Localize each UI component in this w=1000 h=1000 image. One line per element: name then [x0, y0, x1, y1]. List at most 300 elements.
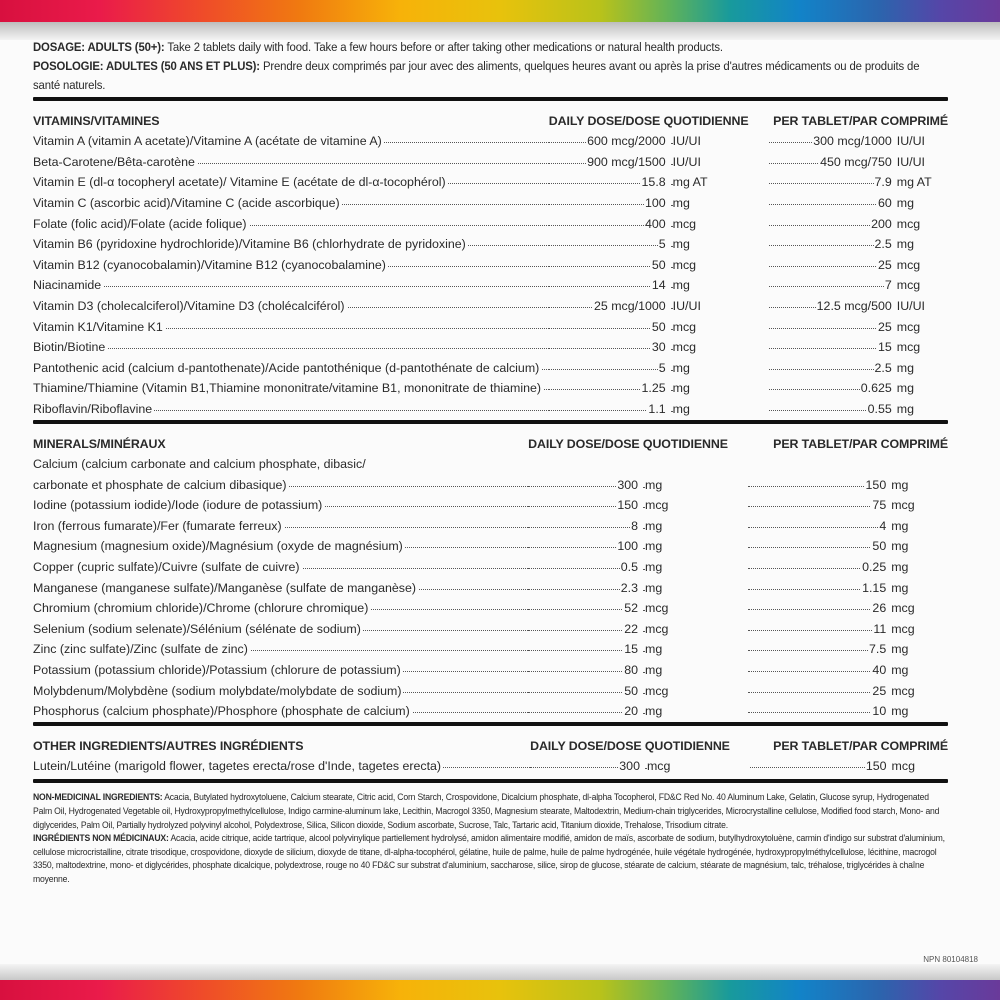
dot-leader [748, 546, 886, 548]
tablet-dose-value: 150 [865, 759, 887, 774]
daily-unit-cell [638, 471, 748, 492]
section-title: MINERALS/MINÉRAUX [33, 436, 166, 451]
divider [33, 420, 948, 424]
dot-leader [549, 347, 666, 349]
daily-unit-cell [638, 656, 748, 677]
ingredient-name-cell [33, 753, 530, 774]
other-ingredients-table [33, 732, 948, 773]
table-row [33, 231, 948, 252]
daily-dose-unit: IU/UI [672, 154, 701, 169]
column-header-tablet: PER TABLET/PAR COMPRIMÉ [773, 436, 948, 451]
daily-dose-cell [549, 354, 666, 375]
daily-dose-cell [549, 128, 666, 149]
tablet-dose-cell [748, 636, 886, 657]
daily-dose-cell [549, 313, 666, 334]
daily-unit-cell [666, 334, 769, 355]
daily-dose-unit: mcg [646, 759, 671, 774]
tablet-dose-cell [769, 148, 892, 169]
tablet-dose-cell [769, 395, 892, 416]
daily-unit-cell [666, 169, 769, 190]
column-header-tablet: PER TABLET/PAR COMPRIMÉ [773, 113, 948, 128]
daily-dose-value: 900 mcg/1500 [587, 154, 666, 169]
daily-dose-cell [549, 272, 666, 293]
tablet-unit-cell [892, 334, 948, 355]
tablet-dose-value: 0.625 [860, 381, 892, 396]
tablet-dose-value: 75 [872, 498, 887, 513]
daily-dose-value: 150 [617, 498, 639, 513]
ingredient-name: Vitamin B12 (cyanocobalamin)/Vitamine B12 (cyanocobalamine) [33, 257, 386, 272]
table-row [33, 553, 948, 574]
tablet-unit-cell [892, 272, 948, 293]
dot-leader [549, 244, 666, 246]
tablet-dose-cell [748, 595, 886, 616]
daily-unit-cell [638, 615, 748, 636]
table-row [33, 595, 948, 616]
ingredient-name-cell [33, 169, 549, 190]
dot-leader [748, 670, 886, 672]
ingredient-name: Calcium (calcium carbonate and calcium phosphate, dibasic/ [33, 457, 366, 472]
daily-dose-cell [528, 553, 638, 574]
daily-dose-value: 1.1 [648, 401, 666, 416]
ingredient-name: Phosphorus (calcium phosphate)/Phosphore (phosphate de calcium) [33, 704, 410, 719]
column-header-tablet: PER TABLET/PAR COMPRIMÉ [773, 738, 948, 753]
tablet-dose-value: 7.9 [874, 175, 892, 190]
ingredient-name-cell [33, 553, 528, 574]
rainbow-band-top [0, 0, 1000, 22]
daily-dose-cell [528, 615, 638, 636]
tablet-unit-cell [892, 128, 948, 149]
ingredient-name: Vitamin A (vitamin A acetate)/Vitamine A (acétate de vitamine A) [33, 134, 382, 149]
ingredient-name: carbonate et phosphate de calcium dibasique) [33, 477, 287, 492]
tablet-dose-value: 11 [873, 621, 887, 636]
ingredient-name-cell [33, 251, 549, 272]
daily-dose-unit: mg [645, 518, 663, 533]
ingredient-name: Iron (ferrous fumarate)/Fer (fumarate ferreux) [33, 518, 282, 533]
tablet-dose-value: 40 [872, 663, 887, 678]
ingredient-name: Niacinamide [33, 278, 102, 293]
daily-dose-unit: mcg [672, 340, 697, 355]
rainbow-band-bottom [0, 980, 1000, 1000]
tablet-unit-cell [892, 169, 948, 190]
daily-unit-cell [638, 636, 748, 657]
ingredient-name: Copper (cupric sulfate)/Cuivre (sulfate de cuivre) [33, 560, 300, 575]
table-row [33, 128, 948, 149]
tablet-dose-value: 0.25 [862, 560, 887, 575]
ingredient-name: Vitamin B6 (pyridoxine hydrochloride)/Vitamine B6 (chlorhydrate de pyridoxine) [33, 237, 466, 252]
daily-unit-cell [666, 210, 769, 231]
tablet-dose-value: 25 [877, 319, 892, 334]
label-panel [33, 38, 978, 964]
tablet-dose-value: 300 mcg/1000 [813, 134, 892, 149]
tablet-dose-value: 7 [884, 278, 892, 293]
daily-unit-cell [638, 677, 748, 698]
tablet-unit-cell [886, 677, 948, 698]
ingredient-name-cell [33, 292, 549, 313]
tablet-dose-cell [748, 698, 886, 719]
daily-dose-unit: mg [672, 360, 690, 375]
daily-dose-value: 52 [624, 601, 639, 616]
tablet-dose-unit: IU/UI [896, 298, 925, 313]
daily-unit-cell [638, 595, 748, 616]
daily-dose-value: 15 [624, 642, 639, 657]
ingredient-name-cell [33, 128, 549, 149]
dosage-en: DOSAGE: ADULTS (50+): Take 2 tablets daily with food. Take a few hours before or after taking other medications or natural health products. [33, 40, 723, 54]
daily-unit-cell [666, 272, 769, 293]
dot-leader [769, 285, 892, 287]
tablet-dose-unit: mcg [891, 601, 915, 616]
tablet-dose-unit: mg AT [896, 175, 932, 190]
tablet-dose-unit: mcg [896, 216, 921, 231]
ingredient-name-cell [33, 492, 528, 513]
tablet-dose-cell [748, 492, 886, 513]
minerals-table [33, 430, 948, 718]
daily-dose-value: 30 [651, 340, 666, 355]
daily-dose-cell [528, 533, 638, 554]
tablet-unit-cell [886, 492, 948, 513]
daily-dose-value: 0.5 [620, 560, 639, 575]
tablet-dose-cell [748, 553, 886, 574]
daily-unit-cell [666, 313, 769, 334]
tablet-unit-cell [892, 189, 948, 210]
tablet-unit-cell [892, 354, 948, 375]
daily-dose-cell [549, 292, 666, 313]
daily-dose-cell [528, 698, 638, 719]
daily-dose-value: 8 [631, 518, 639, 533]
ingredient-name: Potassium (potassium chloride)/Potassium (chlorure de potassium) [33, 663, 401, 678]
daily-dose-value: 5 [658, 360, 666, 375]
ingredient-name-cell [33, 698, 528, 719]
daily-dose-cell [549, 251, 666, 272]
table-row [33, 272, 948, 293]
daily-unit-cell [638, 553, 748, 574]
table-row [33, 512, 948, 533]
tablet-unit-cell [892, 251, 948, 272]
daily-dose-unit: mg [672, 237, 690, 252]
daily-unit-cell [640, 753, 750, 774]
dot-leader [549, 285, 666, 287]
ingredient-name-cell [33, 636, 528, 657]
tablet-dose-cell [769, 272, 892, 293]
tablet-dose-value: 2.5 [874, 237, 892, 252]
daily-unit-cell [666, 395, 769, 416]
tablet-unit-cell [886, 595, 948, 616]
tablet-dose-unit: mcg [891, 683, 915, 698]
tablet-dose-unit: mcg [896, 278, 921, 293]
tablet-dose-unit: mg [896, 195, 914, 210]
ingredient-name-cell [33, 395, 549, 416]
daily-dose-value: 14 [651, 278, 666, 293]
tablet-dose-value: 7.5 [868, 642, 887, 657]
daily-unit-cell [666, 375, 769, 396]
daily-dose-unit: mg [672, 381, 690, 396]
dot-leader [769, 347, 892, 349]
daily-dose-unit: mg [645, 663, 663, 678]
daily-dose-value: 300 [617, 477, 639, 492]
table-row [33, 313, 948, 334]
tablet-dose-unit: mcg [891, 498, 915, 513]
tablet-dose-unit: IU/UI [896, 134, 925, 149]
daily-dose-cell [528, 636, 638, 657]
daily-dose-unit: mg [645, 642, 663, 657]
daily-dose-cell [528, 595, 638, 616]
tablet-dose-value: 25 [872, 683, 887, 698]
daily-unit-cell [666, 189, 769, 210]
tablet-unit-cell [886, 698, 948, 719]
daily-dose-unit: mcg [645, 498, 669, 513]
table-row [33, 451, 948, 472]
tablet-unit-cell [887, 753, 948, 774]
tablet-dose-cell [769, 334, 892, 355]
dot-leader [769, 203, 892, 205]
daily-dose-value: 50 [651, 257, 666, 272]
daily-dose-cell [549, 169, 666, 190]
tablet-dose-unit: mg [891, 539, 909, 554]
tablet-unit-cell [886, 615, 948, 636]
npn-number: NPN 80104818 [923, 955, 978, 964]
tablet-dose-unit: mg [891, 477, 909, 492]
ingredient-name: Vitamin E (dl-α tocopheryl acetate)/ Vitamine E (acétate de dl-α-tocophérol) [33, 175, 446, 190]
tablet-dose-value: 26 [872, 601, 887, 616]
ingredient-name: Iodine (potassium iodide)/Iode (iodure de potassium) [33, 498, 323, 513]
daily-dose-value: 600 mcg/2000 [587, 134, 666, 149]
table-row [33, 677, 948, 698]
daily-dose-value: 25 mcg/1000 [594, 298, 666, 313]
non-medicinal-ingredients [33, 791, 947, 886]
tablet-dose-value: 50 [872, 539, 887, 554]
ingredient-name: Riboflavin/Riboflavine [33, 401, 153, 416]
tablet-dose-unit: mcg [891, 759, 915, 774]
tablet-dose-unit: mg [896, 381, 914, 396]
daily-dose-unit: IU/UI [672, 134, 701, 149]
ingredient-name-cell [33, 512, 528, 533]
ingredient-name-cell [33, 471, 528, 492]
tablet-dose-value: 200 [871, 216, 892, 231]
tablet-unit-cell [886, 656, 948, 677]
daily-dose-cell [528, 677, 638, 698]
daily-dose-unit: IU/UI [672, 298, 701, 313]
other-header [33, 732, 948, 753]
ingredient-name-cell [33, 354, 549, 375]
minerals-header [33, 430, 948, 451]
ingredient-name: Lutein/Lutéine (marigold flower, tagetes erecta/rose d'Inde, tagetes erecta) [33, 759, 442, 774]
ingredient-name: Manganese (manganese sulfate)/Manganèse (sulfate de manganèse) [33, 580, 416, 595]
table-row [33, 354, 948, 375]
daily-dose-cell [549, 395, 666, 416]
shadow-band-bottom [0, 964, 1000, 980]
table-row [33, 169, 948, 190]
daily-dose-value: 50 [624, 683, 639, 698]
tablet-unit-cell [886, 553, 948, 574]
ingredient-name: Zinc (zinc sulfate)/Zinc (sulfate de zinc) [33, 642, 248, 657]
dot-leader [528, 526, 638, 528]
tablet-dose-cell [748, 512, 886, 533]
tablet-dose-cell [748, 574, 886, 595]
table-row [33, 189, 948, 210]
dot-leader [549, 327, 666, 329]
tablet-dose-value: 150 [865, 477, 887, 492]
daily-unit-cell [638, 533, 748, 554]
ingredient-name-cell [33, 375, 549, 396]
tablet-dose-unit: mcg [891, 621, 915, 636]
ingredient-name-cell [33, 595, 528, 616]
tablet-unit-cell [892, 375, 948, 396]
non-medicinal-fr: INGRÉDIENTS NON MÉDICINAUX: Acacia, acide citrique, acide tartrique, alcool polyvinylique partiellement hydrolysé, amidon alimentaire modifié, amidon de maïs, ascorbate de sodium, butylhydroxytoluène, carmin d'indigo sur substrat d'aluminium, cellulose microcristalline, citrate trisodique, crospovidone, dioxyde de silicium, dioxyde de titane, dl-alpha-tocophérol, gélatine, huile de palme, huile de palme hydrogénée, huile végétale hydrogénée, hydroxypropylméthylcellulose, lécithine, macrogol 3350, maltodextrine, mono- et diglycérides, phosphate dicalcique, polydextrose, rouge no 40 FD&C sur substrat d'aluminium, saccharose, silice, sirop de glucose, stéarate de calcium, stéarate de magnésium, talc, tréhalose, triglycérides à chaîne moyenne. [33, 833, 945, 885]
tablet-unit-cell [892, 148, 948, 169]
ingredient-name: Vitamin D3 (cholecalciferol)/Vitamine D3 (cholécalciférol) [33, 298, 345, 313]
tablet-dose-unit: mcg [896, 340, 921, 355]
tablet-unit-cell [886, 533, 948, 554]
daily-dose-cell [528, 471, 638, 492]
tablet-dose-unit: mg [896, 360, 914, 375]
tablet-dose-cell [769, 251, 892, 272]
tablet-unit-cell [892, 210, 948, 231]
tablet-unit-cell [892, 292, 948, 313]
ingredient-name: Magnesium (magnesium oxide)/Magnésium (oxyde de magnésium) [33, 539, 403, 554]
daily-dose-value: 22 [624, 621, 639, 636]
daily-dose-unit: mg [645, 580, 663, 595]
tablet-unit-cell [892, 231, 948, 252]
daily-dose-unit: mg [672, 278, 690, 293]
daily-dose-cell [530, 753, 640, 774]
table-row [33, 375, 948, 396]
daily-dose-unit: mcg [672, 216, 697, 231]
daily-dose-unit: mg AT [672, 175, 708, 190]
dosage-section [33, 38, 949, 95]
tablet-dose-cell [748, 471, 886, 492]
ingredient-name-cell [33, 231, 549, 252]
ingredient-name: Beta-Carotene/Bêta-carotène [33, 154, 195, 169]
tablet-unit-cell [886, 574, 948, 595]
tablet-dose-cell [769, 189, 892, 210]
daily-unit-cell [666, 292, 769, 313]
daily-unit-cell [638, 512, 748, 533]
non-medicinal-en: NON-MEDICINAL INGREDIENTS: Acacia, Butylated hydroxytoluene, Calcium stearate, Citric acid, Corn Starch, Crospovidone, Dicalcium phosphate, dl-alpha Tocopherol, FD&C Red No. 40 Aluminum Lake, Gelatin, Glucose syrup, Hydrogenated Palm Oil, Hydrogenated Vegetable oil, Hydroxypropylmethylcellulose, Indigo carmine-aluminum lake, Lecithin, Macrogol 3350, Magnesium stearate, Maltodextrin, Medium-chain triglycerides, Microcrystalline cellulose, Modified food starch, Mono- and diglycerides, Palm Oil, Partially hydrolyzed polyvinyl alcohol, Polydextrose, Silica, Silicon dioxide, Sodium ascorbate, Sucrose, Talc, Tartaric acid, Titanium dioxide, Trehalose, Trisodium citrate. [33, 792, 940, 831]
table-row [33, 395, 948, 416]
table-row [33, 148, 948, 169]
tablet-dose-unit: mcg [896, 319, 921, 334]
tablet-dose-value: 2.5 [874, 360, 892, 375]
tablet-dose-cell [769, 210, 892, 231]
daily-dose-cell [528, 512, 638, 533]
tablet-dose-unit: mg [891, 642, 909, 657]
ingredient-name: Biotin/Biotine [33, 340, 106, 355]
ingredient-name: Thiamine/Thiamine (Vitamin B1,Thiamine mononitrate/vitamine B1, mononitrate de thiamine) [33, 381, 542, 396]
ingredient-name: Vitamin C (ascorbic acid)/Vitamine C (acide ascorbique) [33, 195, 340, 210]
table-row [33, 698, 948, 719]
tablet-unit-cell [886, 636, 948, 657]
tablet-dose-cell [748, 533, 886, 554]
ingredient-name-cell [33, 313, 549, 334]
daily-dose-cell [549, 189, 666, 210]
tablet-dose-value: 4 [879, 518, 887, 533]
dot-leader [748, 629, 886, 631]
dot-leader [748, 526, 886, 528]
tablet-dose-value: 450 mcg/750 [820, 154, 892, 169]
tablet-dose-cell [769, 128, 892, 149]
tablet-dose-unit: mg [891, 580, 909, 595]
ingredient-name-cell [33, 334, 549, 355]
tablet-dose-value: 25 [877, 257, 892, 272]
tablet-dose-unit: mg [896, 237, 914, 252]
ingredient-name-cell [33, 574, 528, 595]
dot-leader [528, 670, 638, 672]
ingredient-name-cell [33, 272, 549, 293]
dot-leader [33, 285, 549, 287]
dot-leader [748, 691, 886, 693]
daily-dose-cell [528, 492, 638, 513]
daily-dose-value: 20 [624, 704, 639, 719]
section-title: OTHER INGREDIENTS/AUTRES INGRÉDIENTS [33, 738, 304, 753]
tablet-dose-unit: mg [891, 663, 909, 678]
daily-unit-cell [666, 354, 769, 375]
dot-leader [549, 265, 666, 267]
table-row [33, 656, 948, 677]
table-row [33, 636, 948, 657]
daily-dose-cell [549, 148, 666, 169]
ingredient-name: Pantothenic acid (calcium d-pantothenate)/Acide pantothénique (d-pantothénate de calcium) [33, 360, 540, 375]
tablet-dose-cell [769, 169, 892, 190]
daily-dose-value: 1.25 [641, 381, 666, 396]
daily-unit-cell [638, 698, 748, 719]
dot-leader [748, 711, 886, 713]
table-row [33, 533, 948, 554]
divider [33, 722, 948, 726]
divider [33, 97, 948, 101]
tablet-dose-cell [769, 375, 892, 396]
daily-dose-value: 300 [619, 759, 640, 774]
daily-unit-cell [666, 231, 769, 252]
table-row [33, 471, 948, 492]
dot-leader [769, 265, 892, 267]
table-row [33, 334, 948, 355]
daily-dose-cell [549, 231, 666, 252]
tablet-dose-value: 15 [877, 340, 892, 355]
tablet-dose-value: 12.5 mcg/500 [816, 298, 892, 313]
daily-dose-value: 50 [651, 319, 666, 334]
daily-dose-unit: mg [645, 539, 663, 554]
column-header-daily: DAILY DOSE/DOSE QUOTIDIENNE [530, 738, 730, 753]
tablet-dose-unit: mg [891, 560, 909, 575]
dot-leader [528, 691, 638, 693]
daily-dose-unit: mg [672, 195, 690, 210]
daily-unit-cell [638, 574, 748, 595]
dot-leader [748, 608, 886, 610]
column-header-daily: DAILY DOSE/DOSE QUOTIDIENNE [528, 436, 728, 451]
tablet-dose-value: 1.15 [862, 580, 887, 595]
daily-dose-value: 2.3 [620, 580, 639, 595]
ingredient-name-cell [33, 533, 528, 554]
daily-dose-value: 15.8 [641, 175, 666, 190]
daily-dose-value: 100 [644, 195, 666, 210]
ingredient-name-cell [33, 210, 549, 231]
tablet-dose-cell [769, 292, 892, 313]
vitamins-table [33, 107, 948, 416]
tablet-unit-cell [886, 512, 948, 533]
tablet-dose-cell [750, 753, 887, 774]
dot-leader [528, 711, 638, 713]
ingredient-name-cell [33, 677, 528, 698]
tablet-dose-cell [769, 231, 892, 252]
daily-unit-cell [666, 148, 769, 169]
dot-leader [769, 327, 892, 329]
tablet-unit-cell [892, 395, 948, 416]
daily-dose-value: 80 [624, 663, 639, 678]
dot-leader [528, 608, 638, 610]
vitamins-header [33, 107, 948, 128]
tablet-dose-value: 10 [872, 704, 887, 719]
tablet-dose-value: 0.55 [867, 401, 892, 416]
tablet-dose-cell [769, 313, 892, 334]
